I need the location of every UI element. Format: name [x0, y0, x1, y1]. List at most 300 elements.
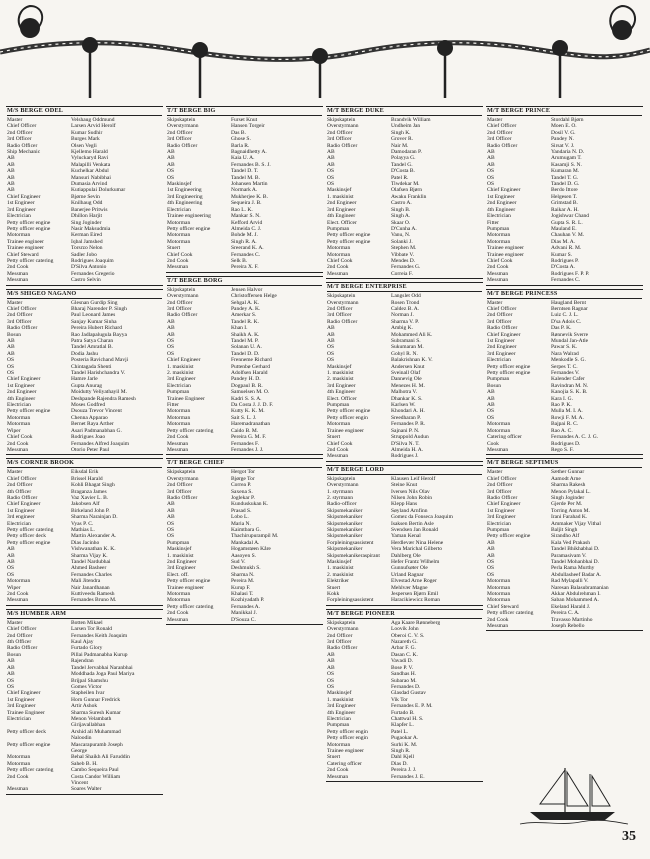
- page-number: 35: [622, 829, 636, 844]
- crew-member-name: Klepp Hans: [391, 501, 418, 508]
- crew-position: Petty officer engine: [7, 219, 51, 226]
- crew-row: [167, 617, 322, 623]
- crew-position: Ship Mechanic: [7, 149, 41, 156]
- crew-member-name: Otorio Peter Paul: [71, 446, 110, 453]
- crew-member-name: Pereira M.: [231, 578, 255, 585]
- crew-member-name: Irani Farahad K.: [551, 514, 588, 521]
- crew-position: Petty officer catering: [7, 767, 54, 774]
- crew-member-name: Gupta Anurag: [71, 382, 103, 389]
- crew-member-name: Deshpande Rajendra Ramesh: [71, 395, 136, 402]
- ship-crew-section: [166, 106, 323, 273]
- crew-member-name: Saheb B. H.: [71, 760, 98, 767]
- crew-member-name: Karlsen W.: [391, 402, 416, 409]
- crew-position: Overstyrmann: [167, 293, 199, 300]
- crew-member-name: Pandey H. D.: [231, 376, 261, 383]
- crew-member-name: Damodaran P.: [391, 149, 422, 156]
- crew-member-name: Fernandes E. P. M.: [391, 703, 433, 710]
- rope-and-anchors-banner: [0, 0, 650, 100]
- crew-position: Chief Engineer: [487, 501, 521, 508]
- crew-member-name: Frenneme Richard: [231, 357, 272, 364]
- crew-position: AB: [167, 507, 175, 514]
- crew-position: AB: [487, 155, 495, 162]
- crew-member-name: Tiwdekar M.: [391, 181, 420, 188]
- crew-position: Maskinsjef: [167, 546, 192, 553]
- crew-position: 2. styrmann: [327, 494, 353, 501]
- crew-member-name: Gunnufsøter Ole: [391, 565, 428, 572]
- crew-member-name: Khan I.: [231, 325, 248, 332]
- crew-member-name: Ekeland Harald J.: [551, 603, 591, 610]
- crew-position: Skipsmekaniker: [327, 507, 363, 514]
- crew-position: Petty officer engine: [7, 741, 51, 748]
- crew-position: Skipskaptein: [327, 293, 356, 300]
- crew-member-name: Maria N.: [231, 520, 251, 527]
- crew-position: Maskinsjef: [167, 181, 192, 188]
- crew-position: AB: [167, 514, 175, 521]
- crew-member-name: Chattwal H. S.: [391, 715, 424, 722]
- crew-position: Skipsmekaniker: [327, 526, 363, 533]
- crew-position: 1. maskinist: [167, 552, 194, 559]
- crew-row: [7, 786, 162, 792]
- ship-name: M/S BERGE ODEL: [7, 107, 162, 116]
- ship-name: M/T BERGE SEPTIMUS: [487, 459, 642, 468]
- ship-name: M/S CORNER BROOK: [7, 459, 162, 468]
- crew-member-name: Struppold Audun: [391, 434, 429, 441]
- crew-member-name: Fernandes V.: [551, 370, 580, 377]
- crew-position: Stuert: [327, 754, 341, 761]
- crew-position: Skipskaptein: [327, 475, 356, 482]
- crew-member-name: George: [71, 747, 88, 754]
- crew-position: Master: [487, 299, 503, 306]
- crew-position: 2nd Cook: [7, 591, 29, 598]
- crew-member-name: Behal Shaikh Ali Faruddin: [71, 754, 130, 761]
- crew-member-name: Patel R.: [391, 174, 409, 181]
- crew-position: 3rd Officer: [167, 136, 192, 143]
- crew-position: 3rd Officer: [327, 639, 352, 646]
- crew-member-name: Da Costa J. J. D. F.: [231, 402, 274, 409]
- crew-member-name: Solanan U. A.: [231, 344, 262, 351]
- crew-position: 3rd Engineering: [167, 193, 203, 200]
- crew-member-name: Deshmukh S.: [231, 565, 261, 572]
- crew-position: Trainee Engineer: [7, 709, 45, 716]
- crew-position: Trainee engineer: [167, 584, 204, 591]
- crew-position: Cook: [487, 440, 499, 447]
- crew-member-name: Almeida H. A.: [391, 446, 424, 453]
- crew-position: AB: [7, 344, 15, 351]
- crew-member-name: Grimstad B.: [551, 200, 578, 207]
- crew-position: Trainee engineer: [327, 747, 364, 754]
- crew-member-name: Shaikh A. K.: [231, 331, 260, 338]
- ship-name: M/S HUMBER ARM: [7, 610, 162, 619]
- crew-list-columns: [6, 106, 646, 821]
- crew-position: Fitter: [167, 402, 179, 409]
- crew-member-name: Horn Gunnar Fredrick: [71, 696, 121, 703]
- crew-position: Radio Officer: [167, 142, 198, 149]
- ship-crew-section: [326, 609, 483, 782]
- crew-position: Pumpman: [167, 389, 190, 396]
- crew-member-name: Arumugam T.: [551, 155, 582, 162]
- crew-member-name: Pereira X. F.: [231, 264, 259, 271]
- crew-position: OS: [167, 168, 175, 175]
- crew-position: AB: [7, 161, 15, 168]
- crew-member-name: Brandvik William: [391, 117, 431, 123]
- crew-member-name: Tandel D. G.: [551, 181, 580, 188]
- crew-position: Pumpman: [487, 376, 510, 383]
- crew-member-name: Solanki J.: [391, 238, 413, 245]
- crew-position: Motorman: [487, 427, 511, 434]
- ship-crew-section: [486, 289, 643, 456]
- crew-member-name: Rodrigues J.: [391, 453, 419, 460]
- crew-member-name: Mansuri Nabibhai: [71, 174, 111, 181]
- crew-member-name: Puttenbø Gerhard: [231, 363, 270, 370]
- crew-position: Maskinsjef: [327, 690, 352, 697]
- crew-member-name: Gjerde Per M.: [551, 501, 583, 508]
- crew-member-name: Fernandes Gregerio: [71, 270, 115, 277]
- crew-member-name: Naloodin: [71, 735, 92, 742]
- crew-position: AB: [487, 539, 495, 546]
- crew-member-name: Thachirupurampil M.: [231, 533, 279, 540]
- crew-member-name: Kozhiyadath P.: [231, 597, 265, 604]
- crew-position: 1st Engineer: [487, 193, 515, 200]
- crew-position: Motorman: [487, 597, 511, 604]
- sailing-ship-illustration: [510, 760, 630, 830]
- crew-member-name: Costa Candor William: [71, 773, 121, 780]
- crew-position: Radio Officer: [7, 494, 38, 501]
- ship-name: M/T BERGE DUKE: [327, 107, 482, 116]
- crew-position: 2nd Officer: [327, 632, 353, 639]
- crew-position: Pumpman: [487, 225, 510, 232]
- crew-position: 2nd Cook: [327, 767, 349, 774]
- crew-position: AB: [327, 658, 335, 665]
- crew-member-name: Undheim Jan: [391, 123, 421, 130]
- crew-member-name: Kumaran M.: [551, 168, 580, 175]
- crew-position: Overstyrmann: [167, 475, 199, 482]
- crew-position: Motorman: [487, 232, 511, 239]
- crew-member-name: Gupta S. R. L.: [551, 219, 583, 226]
- crew-member-name: Klausen Leif Herolf: [391, 475, 436, 482]
- crew-position: 1st Engineer: [7, 507, 35, 514]
- crew-member-name: Pandey A. K.: [231, 305, 261, 312]
- crew-position: Trainee engineer: [487, 245, 524, 252]
- crew-position: Overstyrmann: [327, 626, 359, 633]
- crew-member-name: Singh Joginder: [551, 494, 585, 501]
- crew-position: OS: [487, 168, 495, 175]
- crew-member-name: Sehgal A. K.: [231, 299, 260, 306]
- crew-member-name: Tandel M. P.: [231, 338, 259, 344]
- ship-name: M/T BERGE PIONEER: [327, 610, 482, 619]
- crew-row: [327, 597, 482, 603]
- crew-position: Motorman: [487, 421, 511, 428]
- crew-member-name: Moen E. O.: [551, 123, 577, 130]
- crew-member-name: Yaman Kenal: [391, 533, 421, 540]
- crew-member-name: Furset Knut: [231, 117, 258, 123]
- crew-position: Skipsmekaniker: [327, 546, 363, 553]
- crew-position: Electrician: [487, 213, 511, 220]
- crew-position: AB: [327, 331, 335, 338]
- crew-position: Pumpman: [487, 526, 510, 533]
- crew-member-name: Mukherjee K. B.: [231, 193, 268, 200]
- crew-member-name: Ghose S.: [231, 136, 251, 143]
- crew-position: 1st Engineer: [7, 382, 35, 389]
- crew-member-name: Dosil V. G.: [551, 129, 576, 136]
- ship-crew-section: [6, 106, 163, 286]
- crew-member-name: Almeida C. J.: [231, 225, 262, 232]
- crew-member-name: Kara I. G.: [551, 395, 573, 402]
- crew-member-name: Vibbate V.: [391, 251, 414, 258]
- crew-position: Petty officer catering: [7, 257, 54, 264]
- crew-member-name: Nair M.: [391, 142, 409, 149]
- crew-member-name: Sukumaran M.: [391, 344, 424, 351]
- crew-member-name: Tandel Mohanbhai D.: [551, 559, 600, 565]
- crew-member-name: Asari Padmanabhan G.: [71, 427, 122, 434]
- crew-position: AB: [487, 552, 495, 559]
- crew-position: Elect. Officer: [327, 219, 357, 226]
- crew-position: Master: [487, 117, 503, 123]
- crew-position: 3rd engineer: [7, 514, 35, 521]
- crew-position: Stuert: [167, 245, 181, 252]
- crew-member-name: Vyas P. C.: [71, 520, 94, 527]
- crew-member-name: Subramani S.: [391, 338, 421, 344]
- crew-member-name: Soares Walter: [71, 786, 102, 793]
- crew-member-name: Dahlberg Ole: [391, 552, 421, 559]
- crew-position: 4th Engineer: [327, 389, 356, 396]
- crew-position: 1st Engineer: [487, 507, 515, 514]
- crew-member-name: Furtado B.: [391, 709, 415, 716]
- crew-position: Motorman: [167, 591, 191, 598]
- ship-name: T/T BERGE BIG: [167, 107, 322, 116]
- crew-row: [167, 447, 322, 453]
- crew-position: 2nd Cook: [7, 440, 29, 447]
- crew-position: AB: [327, 155, 335, 162]
- crew-position: Petty officer engine: [327, 232, 371, 239]
- crew-position: OS: [7, 677, 15, 684]
- crew-member-name: Steine Knut: [391, 482, 418, 489]
- ship-crew-section: [326, 106, 483, 279]
- crew-member-name: Dias D.: [391, 760, 408, 767]
- crew-member-name: Dias M. A.: [551, 238, 576, 245]
- crew-member-name: Awaku Franklin: [391, 193, 427, 200]
- crew-member-name: Vik Tor: [391, 696, 408, 703]
- crew-position: Motorman: [7, 754, 31, 761]
- crew-position: Messman: [7, 786, 29, 793]
- crew-position: 3rd Engineer: [7, 206, 36, 213]
- crew-position: 4th Officer: [7, 488, 32, 495]
- crew-member-name: Klapfer L.: [391, 722, 414, 729]
- crew-member-name: Kaul Ajay: [71, 639, 94, 646]
- crew-position: Wiper: [7, 427, 21, 434]
- crew-position: 1. styrmann: [327, 488, 353, 495]
- crew-position: 1. maskinist: [167, 363, 194, 370]
- crew-member-name: Correa P.: [231, 482, 252, 489]
- crew-position: 3rd Officer: [327, 136, 352, 143]
- crew-member-name: Pillai Padmanabha Kurup: [71, 651, 128, 658]
- crew-position: Skipskaptein: [167, 469, 196, 476]
- crew-member-name: Kutiappulai Dolurkumar: [71, 187, 126, 194]
- crew-position: Skipsmekaniker: [327, 520, 363, 527]
- crew-position: 2nd Engineer: [487, 344, 517, 351]
- crew-position: Messman: [487, 623, 509, 630]
- crew-position: Chief Cook: [327, 257, 353, 264]
- crew-position: AB: [167, 155, 175, 162]
- crew-position: Radio Officer: [327, 142, 358, 149]
- crew-member-name: Svendsen Jan Ronald: [391, 526, 439, 533]
- crew-position: Pumpman: [327, 722, 350, 729]
- ship-crew-section: [166, 458, 323, 625]
- crew-member-name: Luiz C. J. L.: [551, 312, 579, 319]
- crew-position: Petty officer deck: [7, 728, 46, 735]
- crew-position: 3rd Engineer: [7, 703, 36, 710]
- crew-member-name: Jespersen Bjørn Emil: [391, 591, 439, 598]
- crew-member-name: Mohammed Ali K.: [391, 331, 433, 338]
- crew-member-name: Chenna Apparao: [71, 414, 108, 421]
- crew-member-name: Fernandes G.: [391, 264, 421, 271]
- crew-member-name: Gohyl R. N.: [391, 350, 418, 357]
- crew-position: Chief Engineer: [7, 690, 41, 697]
- crew-member-name: D'Souza C.: [231, 616, 256, 623]
- crew-position: Master: [7, 117, 23, 123]
- crew-position: Trainee engineer: [487, 251, 524, 258]
- crew-member-name: Castro A.: [391, 200, 412, 207]
- crew-position: Messman: [7, 270, 29, 277]
- crew-position: Motorman: [167, 408, 191, 415]
- crew-position: Motorman: [167, 597, 191, 604]
- crew-member-name: Grover R.: [391, 136, 413, 143]
- crew-member-name: Fernandes B. S. J.: [231, 161, 271, 168]
- crew-member-name: Mankadal A.: [231, 539, 260, 546]
- crew-member-name: Akkar Abdulrehman I.: [551, 591, 601, 598]
- crew-member-name: Chauhan V. M.: [551, 232, 585, 239]
- crew-position: OS: [327, 181, 335, 188]
- crew-member-name: Saban Mohammed A.: [551, 597, 599, 604]
- crew-member-name: Kjellemo Harald: [71, 149, 108, 156]
- crew-member-name: Moddhada Joga Paul Mariya: [71, 671, 135, 678]
- crew-position: Radio Officer: [327, 318, 358, 325]
- crew-member-name: Bose P. V.: [391, 664, 414, 671]
- crew-row: [327, 271, 482, 277]
- crew-position: OS: [487, 571, 495, 578]
- crew-member-name: Mascarapuramb Joseph: [71, 741, 123, 748]
- ship-name: T/T BERGE BORG: [167, 277, 322, 286]
- crew-member-name: Mankar S. N.: [231, 213, 261, 220]
- crew-member-name: Joseph Rebello: [551, 623, 585, 630]
- crew-position: Motorman: [167, 232, 191, 239]
- crew-position: 4th Engineer: [7, 395, 36, 402]
- crew-member-name: Raikar A. H.: [551, 206, 579, 213]
- crew-member-name: Tandel T. G.: [551, 174, 579, 181]
- crew-member-name: Amerkar S.: [231, 312, 257, 319]
- crew-member-name: Hogamstøen Kåre: [231, 546, 271, 553]
- crew-position: 2nd Cook: [7, 773, 29, 780]
- crew-position: OS: [7, 370, 15, 377]
- crew-position: 3rd Officer: [167, 305, 192, 312]
- crew-member-name: Rego S. F.: [551, 446, 574, 453]
- crew-member-name: Sharma Vijay K.: [71, 552, 108, 559]
- crew-position: OS: [7, 683, 15, 690]
- crew-position: 2nd Cook: [487, 616, 509, 623]
- crew-member-name: Aga Kaare Rønneberg: [391, 619, 441, 626]
- crew-member-name: Kuttiveedu Ramesh: [71, 591, 115, 598]
- crew-position: Messman: [487, 446, 509, 453]
- crew-member-name: Subarao M.: [391, 677, 417, 684]
- crew-position: 1. maskinist: [327, 696, 354, 703]
- crew-position: AB: [7, 174, 15, 181]
- crew-row: [7, 277, 162, 283]
- crew-position: AB: [327, 338, 335, 344]
- crew-member-name: Sandhas H.: [391, 671, 417, 678]
- crew-member-name: Girijavallabhan: [71, 722, 106, 729]
- crew-position: 3rd Officer: [7, 318, 32, 325]
- crew-member-name: Fernandes J. J.: [231, 446, 264, 453]
- crew-position: OS: [167, 344, 175, 351]
- ship-crew-section: [6, 609, 163, 795]
- crew-member-name: Velshaug Oddmund: [71, 117, 115, 123]
- crew-position: Messman: [167, 616, 189, 623]
- crew-member-name: Jakobsen Alf: [71, 501, 100, 508]
- crew-position: Chief Steward: [487, 603, 519, 610]
- crew-position: AB: [7, 168, 15, 175]
- crew-member-name: Glesnan Gurdip Sing: [71, 299, 118, 306]
- crew-member-name: Adolfsen Harald: [231, 370, 268, 377]
- crew-member-name: Kanojia S. K. B.: [551, 389, 588, 396]
- crew-position: 3rd Engineer: [167, 565, 196, 572]
- crew-member-name: Ammaker Vijay Vithal: [551, 520, 601, 527]
- crew-position: 3rd Officer: [167, 488, 192, 495]
- crew-position: OS: [167, 520, 175, 527]
- crew-member-name: Christoffersen Helge: [231, 293, 277, 300]
- crew-member-name: Gomez da Fonseca Joaquim: [391, 514, 453, 521]
- crew-position: Stuert: [327, 584, 341, 591]
- crew-position: Forpleiningsassistent: [327, 597, 374, 604]
- crew-member-name: Mundal Jan-Atle: [551, 338, 589, 344]
- crew-member-name: Skaar O.: [391, 219, 411, 226]
- crew-member-name: D'Silva Antonio: [71, 264, 107, 271]
- crew-position: AB: [7, 546, 15, 553]
- crew-member-name: Isaksen Bertin Asle: [391, 520, 434, 527]
- crew-position: Chief Officer: [7, 475, 37, 482]
- crew-member-name: Singh B.: [391, 206, 411, 213]
- crew-position: Chief Steward: [7, 251, 39, 258]
- crew-member-name: Pereira C. A.: [551, 610, 580, 617]
- crew-position: Maskinsjef: [327, 559, 352, 565]
- crew-position: Chief Cook: [7, 434, 33, 441]
- crew-member-name: Fernandes P. R.: [391, 421, 426, 428]
- crew-position: Messman: [327, 453, 349, 460]
- crew-position: Elektriker: [327, 578, 349, 585]
- crew-member-name: D'Silva N. T.: [391, 440, 420, 447]
- crew-member-name: Yandaria N. D.: [551, 149, 585, 156]
- crew-member-name: Paul Leonard James: [71, 312, 116, 319]
- crew-position: Maskinsjef: [327, 187, 352, 194]
- crew-position: 2nd Cook: [167, 610, 189, 617]
- crew-position: 2nd Cook: [167, 257, 189, 264]
- crew-member-name: Vera Marichal Gilberto: [391, 546, 443, 553]
- crew-position: Radio Officer: [7, 645, 38, 652]
- crew-position: OS: [487, 414, 495, 421]
- crew-member-name: Olsen Vegli: [71, 142, 97, 149]
- crew-member-name: Patra Satya Charan: [71, 338, 114, 344]
- crew-member-name: Stapheilen Ivar: [71, 690, 105, 697]
- crew-position: Petty officer engin: [327, 414, 368, 421]
- crew-position: OS: [487, 181, 495, 188]
- crew-member-name: Sajnani P. N.: [391, 427, 420, 434]
- crew-position: Master: [487, 469, 503, 476]
- ship-name: M/T BERGE PRINCESS: [487, 290, 642, 299]
- crew-position: Petty officer catering: [167, 603, 214, 610]
- crew-position: Petty officer engine: [487, 370, 531, 377]
- crew-member-name: Johansen Martin: [231, 181, 268, 188]
- crew-position: AB: [167, 149, 175, 156]
- crew-position: 2nd Officer: [167, 129, 193, 136]
- crew-position: Petty officer engine: [487, 533, 531, 540]
